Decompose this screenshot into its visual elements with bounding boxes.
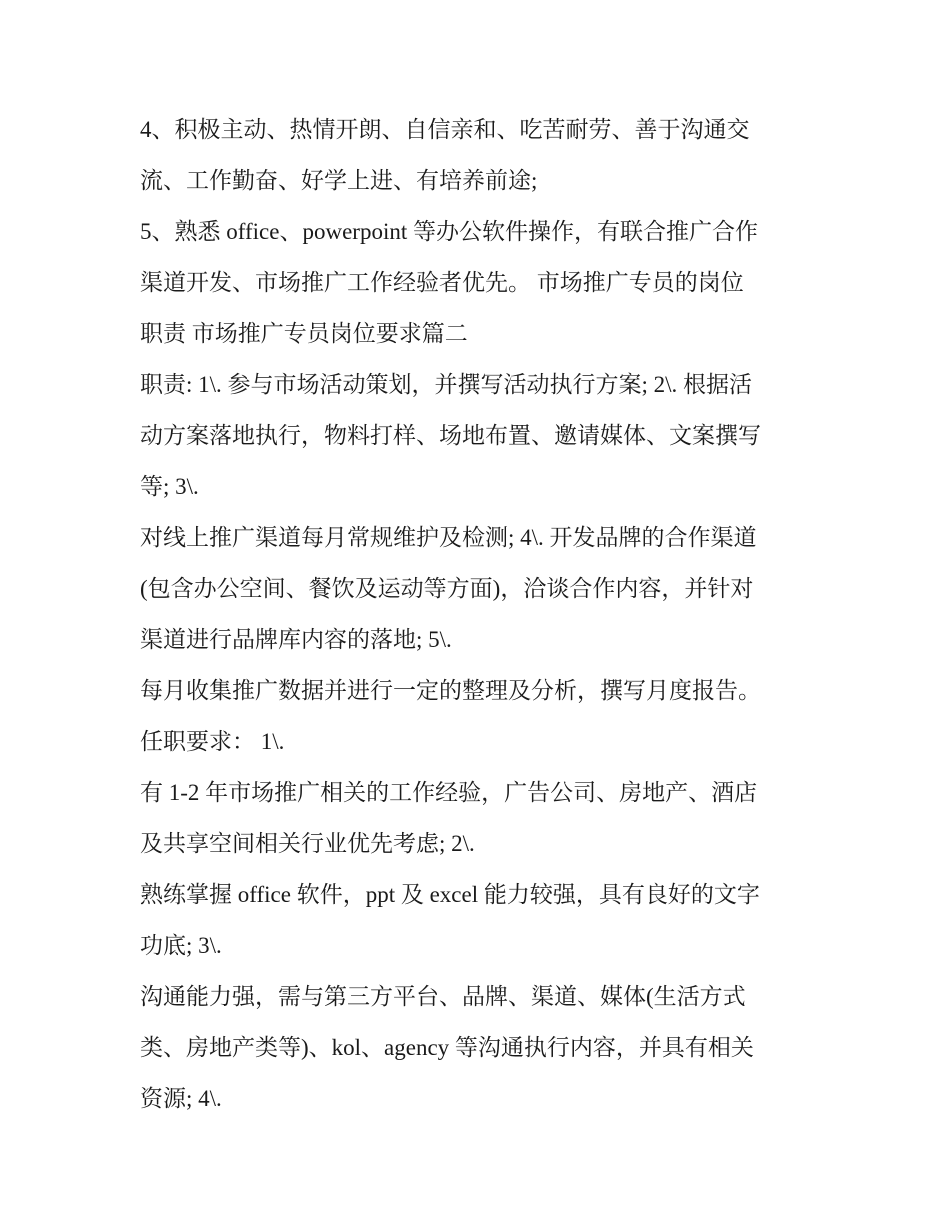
- text-line: 职责 市场推广专员岗位要求篇二: [140, 321, 468, 346]
- text-line: 资源; 4\.: [140, 1086, 222, 1111]
- text-line: 对线上推广渠道每月常规维护及检测; 4\. 开发品牌的合作渠道: [140, 525, 757, 550]
- text-line: 及共享空间相关行业优先考虑; 2\.: [140, 831, 475, 856]
- paragraph-monthly-report: [140, 665, 820, 767]
- paragraph-office-skills: [140, 869, 820, 971]
- document-body: [140, 104, 820, 1124]
- text-line: 每月收集推广数据并进行一定的整理及分析，撰写月度报告。: [140, 678, 761, 703]
- text-line: 熟练掌握 office 软件，ppt 及 excel 能力较强，具有良好的文字: [140, 882, 760, 907]
- text-line: 任职要求： 1\.: [140, 729, 285, 754]
- text-line: 功底; 3\.: [140, 933, 222, 958]
- paragraph-experience: [140, 767, 820, 869]
- text-line: (包含办公空间、餐饮及运动等方面)，洽谈合作内容，并针对: [140, 576, 754, 601]
- paragraph-requirement-4: [140, 104, 820, 206]
- text-line: 等; 3\.: [140, 474, 199, 499]
- paragraph-requirement-5: [140, 206, 820, 359]
- text-line: 有 1-2 年市场推广相关的工作经验，广告公司、房地产、酒店: [140, 780, 758, 805]
- text-line: 5、熟悉 office、powerpoint 等办公软件操作，有联合推广合作: [140, 219, 758, 244]
- text-line: 动方案落地执行，物料打样、场地布置、邀请媒体、文案撰写: [140, 423, 761, 448]
- paragraph-communication: [140, 971, 820, 1124]
- text-line: 职责: 1\. 参与市场活动策划，并撰写活动执行方案; 2\. 根据活: [140, 372, 753, 397]
- text-line: 流、工作勤奋、好学上进、有培养前途;: [140, 168, 538, 193]
- text-line: 渠道开发、市场推广工作经验者优先。 市场推广专员的岗位: [140, 270, 744, 295]
- text-line: 类、房地产类等)、kol、agency 等沟通执行内容，并具有相关: [140, 1035, 754, 1060]
- paragraph-duties: [140, 359, 820, 512]
- text-line: 渠道进行品牌库内容的落地; 5\.: [140, 627, 452, 652]
- text-line: 4、积极主动、热情开朗、自信亲和、吃苦耐劳、善于沟通交: [140, 117, 750, 142]
- paragraph-duties-cont: [140, 512, 820, 665]
- text-line: 沟通能力强，需与第三方平台、品牌、渠道、媒体(生活方式: [140, 984, 746, 1009]
